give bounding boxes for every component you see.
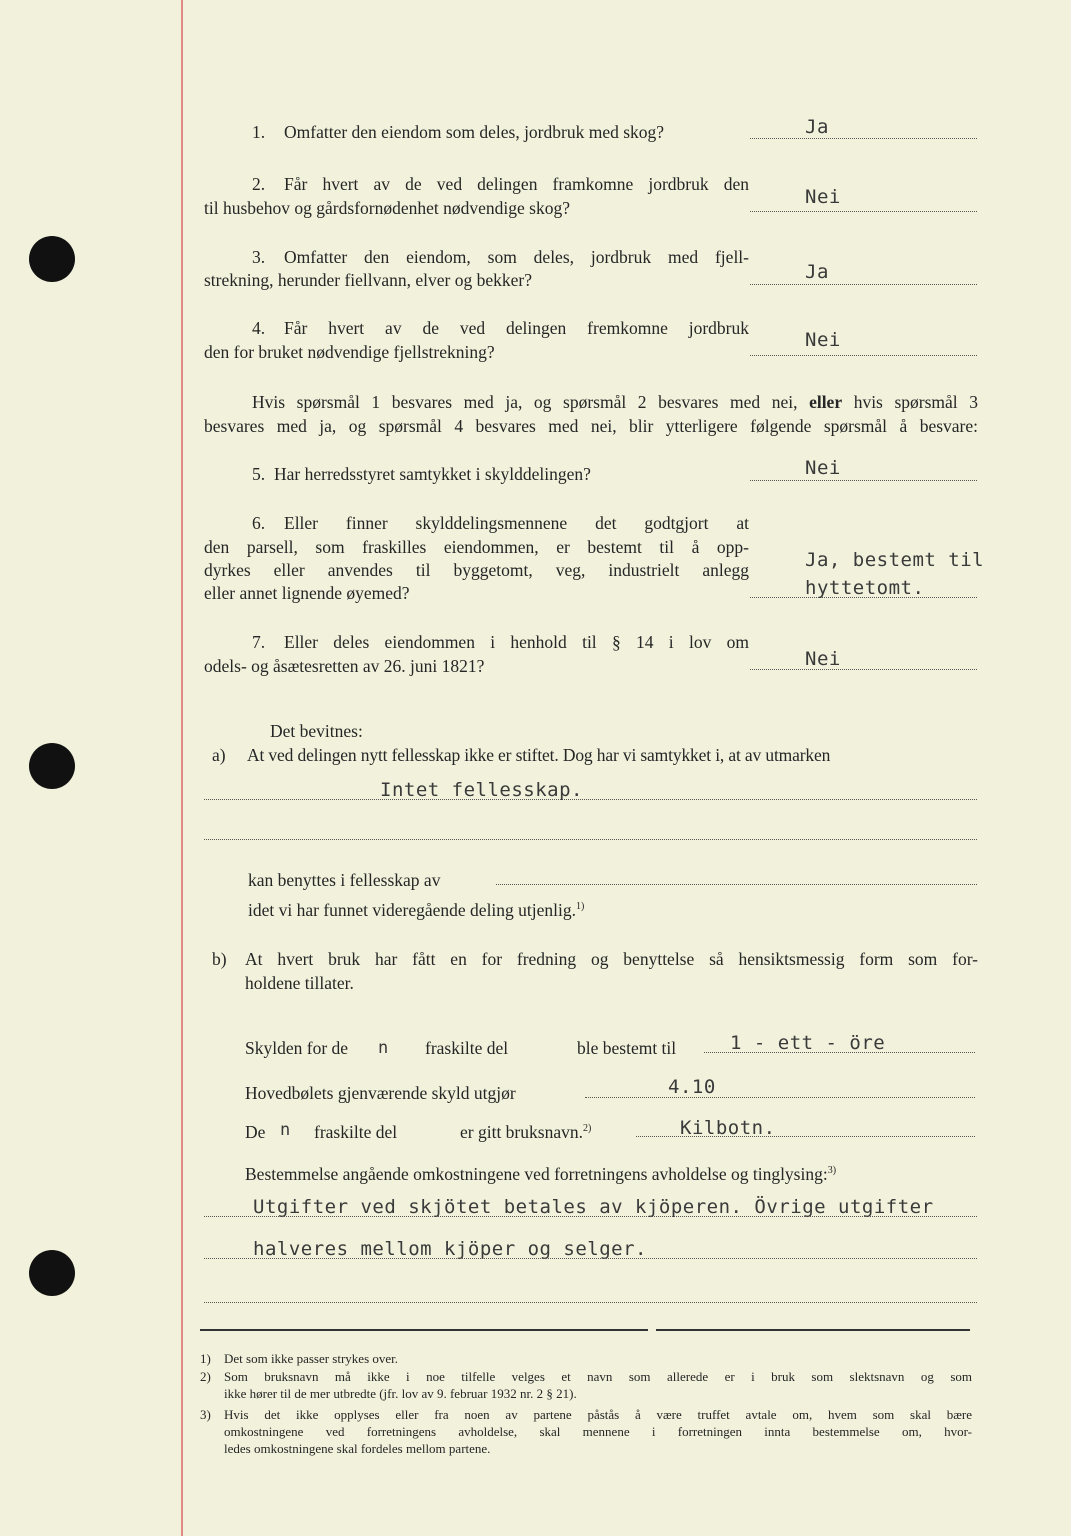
- bruksnavn-label: er gitt bruksnavn.$^{2)}$: [460, 1122, 592, 1142]
- item-a-answer: Intet fellesskap.: [380, 779, 583, 801]
- bruksnavn-value: Kilbotn.: [680, 1117, 776, 1139]
- question-number: 2.: [252, 174, 266, 194]
- footnote-text: ikke hører til de mer utbredte (jfr. lov av 9. februar 1932 nr. 2 § 21).: [224, 1386, 577, 1401]
- cost-value-line-1: Utgifter ved skjötet betales av kjöperen. Övrige utgifter: [253, 1196, 934, 1218]
- answer-line: [204, 1258, 977, 1259]
- footnote-text: ledes omkostningene skal fordeles mellom partene.: [224, 1441, 491, 1456]
- question-number: 7.: [252, 632, 266, 652]
- question-text: dyrkes eller anvendes til byggetomt, veg, industrielt anlegg: [204, 560, 749, 580]
- item-a-text: At ved delingen nytt fellesskap ikke er stiftet. Dog har vi samtykket i, at av utmarken: [247, 745, 831, 765]
- answer-line-2: hyttetomt.: [805, 577, 925, 599]
- skyld-n: n: [378, 1038, 389, 1058]
- skyld-value: 1 - ett - öre: [730, 1032, 886, 1054]
- item-a-use-label: kan benyttes i fellesskap av: [248, 870, 441, 890]
- answer-line-1: Ja, bestemt til: [805, 549, 985, 571]
- footnote-text: Hvis det ikke opplyses eller fra noen av partene påstås å være truffet avtale om, hvem som skal bære: [224, 1407, 972, 1422]
- punch-hole-bottom: [29, 1250, 75, 1296]
- footnote-divider-left: [200, 1329, 648, 1331]
- cost-label: Bestemmelse angående omkostningene ved forretningens avholdelse og tinglysing:$^{3)}$: [245, 1164, 837, 1184]
- answer-line: [750, 480, 977, 481]
- margin-line: [181, 0, 183, 1536]
- question-text: strekning, herunder fiellvann, elver og bekker?: [204, 270, 532, 290]
- footnote-divider-right: [656, 1329, 970, 1331]
- question-text: Omfatter den eiendom som deles, jordbruk med skog?: [284, 122, 665, 142]
- answer-line: [750, 355, 977, 356]
- skyld-label: ble bestemt til: [577, 1038, 677, 1058]
- answer: Nei: [805, 329, 841, 351]
- question-number: 4.: [252, 318, 266, 338]
- question-text: eller annet lignende øyemed?: [204, 583, 410, 603]
- answer: Ja: [805, 116, 829, 138]
- answer-line: [750, 669, 977, 670]
- hovedbol-value: 4.10: [668, 1076, 716, 1098]
- item-b-text: holdene tillater.: [245, 973, 354, 993]
- punch-hole-top: [29, 236, 75, 282]
- question-number: 3.: [252, 247, 266, 267]
- item-a-conclusion: idet vi har funnet videregående deling utjenlig.$^{1)}$: [248, 900, 585, 920]
- answer-line: [204, 1216, 977, 1217]
- answer-line: [585, 1097, 975, 1098]
- question-text: Omfatter den eiendom, som deles, jordbruk med fjell-: [284, 247, 749, 267]
- footnote-text: Det som ikke passer strykes over.: [224, 1351, 399, 1366]
- bruksnavn-n: n: [280, 1120, 291, 1140]
- question-text: Får hvert av de ved delingen framkomne jordbruk den: [284, 174, 749, 194]
- answer-line: [750, 211, 977, 212]
- question-text: til husbehov og gårdsfornødenhet nødvendige skog?: [204, 198, 570, 218]
- footnote-text: Som bruksnavn må ikke i noe tilfelle velges et navn som allerede er i bruk som slektsnavn og som: [224, 1369, 972, 1384]
- item-b-label: b): [212, 949, 227, 969]
- question-text: den parsell, som fraskilles eiendommen, er bestemt til å opp-: [204, 537, 749, 557]
- answer: Ja: [805, 261, 829, 283]
- blank-line: [204, 1302, 977, 1303]
- question-number: 1.: [252, 122, 266, 142]
- answer: Nei: [805, 648, 841, 670]
- punch-hole-middle: [29, 743, 75, 789]
- footnote-mark: 3): [200, 1407, 211, 1422]
- question-text: Eller deles eiendommen i henhold til § 14 i lov om: [284, 632, 749, 652]
- cost-value-line-2: halveres mellom kjöper og selger.: [253, 1238, 647, 1260]
- footnote-text: omkostningene ved forretningens avholdelse, skal mennene i forretningen innta bestemmelse om, hvor-: [224, 1424, 972, 1439]
- answer-line: [750, 284, 977, 285]
- blank-line: [204, 839, 977, 840]
- hovedbol-label: Hovedbølets gjenværende skyld utgjør: [245, 1083, 516, 1103]
- question-text: Har herredsstyret samtykket i skylddelingen?: [274, 464, 591, 484]
- item-b-text: At hvert bruk har fått en for fredning og benyttelse så hensiktsmessig form som for-: [245, 949, 978, 969]
- question-number: 6.: [252, 513, 266, 533]
- footnote-mark: 2): [200, 1369, 211, 1384]
- skyld-label: fraskilte del: [425, 1038, 509, 1058]
- question-number: 5.: [252, 464, 266, 484]
- footnote-mark: 1): [200, 1351, 211, 1366]
- answer-line: [204, 799, 977, 800]
- conditional-line-1: Hvis spørsmål 1 besvares med ja, og spørsmål 2 besvares med nei, eller hvis spørsmål 3: [252, 392, 978, 412]
- bruksnavn-label: De: [245, 1122, 266, 1142]
- item-a-label: a): [212, 745, 226, 765]
- question-text: Får hvert av de ved delingen fremkomne jordbruk: [284, 318, 749, 338]
- witness-intro: Det bevitnes:: [270, 721, 363, 741]
- skyld-label: Skylden for de: [245, 1038, 349, 1058]
- answer-line: [750, 138, 977, 139]
- answer: Nei: [805, 186, 841, 208]
- question-text: odels- og åsætesretten av 26. juni 1821?: [204, 656, 485, 676]
- question-text: Eller finner skylddelingsmennene det godtgjort at: [284, 513, 749, 533]
- blank-line: [496, 884, 977, 885]
- answer: Nei: [805, 457, 841, 479]
- bruksnavn-label: fraskilte del: [314, 1122, 398, 1142]
- conditional-line-2: besvares med ja, og spørsmål 4 besvares med nei, blir ytterligere følgende spørsmål å besvare:: [204, 416, 978, 436]
- question-text: den for bruket nødvendige fjellstrekning?: [204, 342, 495, 362]
